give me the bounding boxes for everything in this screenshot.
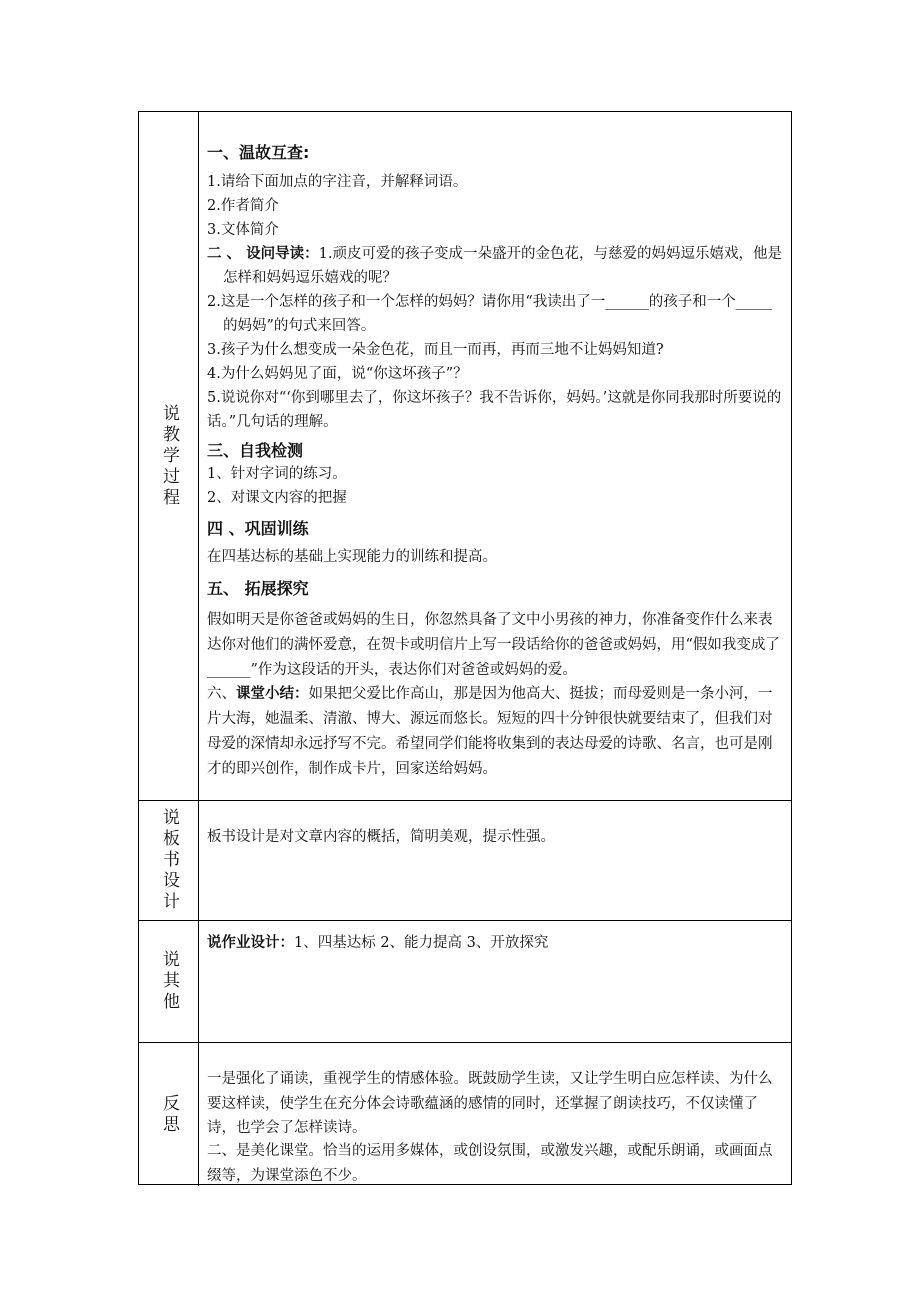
consolidation-text: 在四基达标的基础上实现能力的训练和提高。: [207, 549, 497, 565]
guided-question-2: 2.这是一个怎样的孩子和一个怎样的妈妈？请你用“我读出了一______的孩子和一个_____的妈妈”的句式来回答。: [207, 294, 772, 334]
section-heading-summary: 课堂小结：: [236, 686, 309, 702]
row-board-design: [139, 801, 791, 921]
self-check-item-2: 2、对课文内容的把握: [207, 490, 347, 506]
row-label-reflection: 反思: [159, 1093, 179, 1136]
self-check-item-1: 1、针对字词的练习。: [207, 466, 347, 482]
reflection-paragraph-1: 一是强化了诵读，重视学生的情感体验。既鼓励学生读，又让学生明白应怎样读、为什么要这样读，使学生在充分体会诗歌蕴涵的感情的同时，还掌握了朗读技巧，不仅读懂了诗，也学会了怎样读诗。: [207, 1071, 773, 1136]
row-other: [139, 921, 791, 1043]
extension-text: 假如明天是你爸爸或妈妈的生日，你忽然具备了文中小男孩的神力，你准备变作什么来表达你对他们的满怀爱意，在贺卡或明信片上写一段话给你的爸爸或妈妈，用“假如我变成了______”作为这段话的开头，表达你们对爸爸或妈妈的爱。: [207, 612, 780, 678]
section-heading-review: 一、温故互查:: [207, 143, 310, 162]
guided-question-4: 4.为什么妈妈见了面，说“你这坏孩子”？: [207, 366, 468, 382]
review-item-1: 1.请给下面加点的字注音，并解释词语。: [207, 174, 468, 190]
other-content: [199, 921, 791, 1042]
guided-question-5: 5.说说你对“‘你到哪里去了，你这坏孩子？我不告诉你，妈妈。’这就是你同我那时所要说的话。”几句话的理解。: [207, 390, 782, 430]
homework-text: 1、四基达标 2、能力提高 3、开放探究: [294, 935, 549, 951]
board-design-text: 板书设计是对文章内容的概括，简明美观，提示性强。: [207, 829, 555, 845]
row-label-cell: [139, 112, 199, 800]
board-design-content: [199, 801, 791, 920]
review-item-3: 3.文体简介: [207, 222, 279, 238]
reflection-content: [199, 1043, 791, 1186]
review-item-2: 2.作者简介: [207, 198, 279, 214]
row-label-teaching-process: 说教学过程: [159, 403, 179, 509]
row-label-cell: [139, 801, 199, 920]
homework-heading: 说作业设计：: [207, 935, 294, 951]
section-heading-extension: 五、 拓展探究: [207, 579, 309, 598]
section-heading-consolidation: 四 、巩固训练: [207, 519, 309, 538]
guided-question-1: 二 、 设问导读：1.顽皮可爱的孩子变成一朵盛开的金色花，与慈爱的妈妈逗乐嬉戏，他是怎样和妈妈逗乐嬉戏的呢？: [207, 246, 782, 286]
row-reflection: [139, 1043, 791, 1186]
reflection-paragraph-2: 二、是美化课堂。恰当的运用多媒体，或创设氛围，或激发兴趣，或配乐朗诵，或画面点缀等，为课堂添色不少。: [207, 1143, 773, 1184]
row-label-cell: [139, 921, 199, 1042]
summary-paragraph: 六、课堂小结：如果把父爱比作高山，那是因为他高大、挺拔；而母爱则是一条小河，一片大海，她温柔、清澈、博大、源远而悠长。短短的四十分钟很快就要结束了，但我们对母爱的深情却永远抒写不完。希望同学们能将收集到的表达母爱的诗歌、名言，也可是刚才的即兴创作，制作成卡片，回家送给妈妈。: [207, 686, 773, 777]
teaching-process-content: [199, 112, 791, 800]
row-label-cell: [139, 1043, 199, 1186]
row-label-other: 说其他: [159, 950, 179, 1013]
row-label-board-design: 说板书设计: [159, 808, 179, 913]
lesson-table: [138, 111, 792, 1185]
row-teaching-process: [139, 112, 791, 801]
guided-question-3: 3.孩子为什么想变成一朵金色花，而且一而再，再而三地不让妈妈知道?: [207, 342, 664, 358]
section-heading-self-check: 三、自我检测: [207, 441, 304, 460]
section-heading-guided-reading: 二 、 设问导读：: [207, 246, 319, 262]
homework-design: [207, 931, 785, 955]
